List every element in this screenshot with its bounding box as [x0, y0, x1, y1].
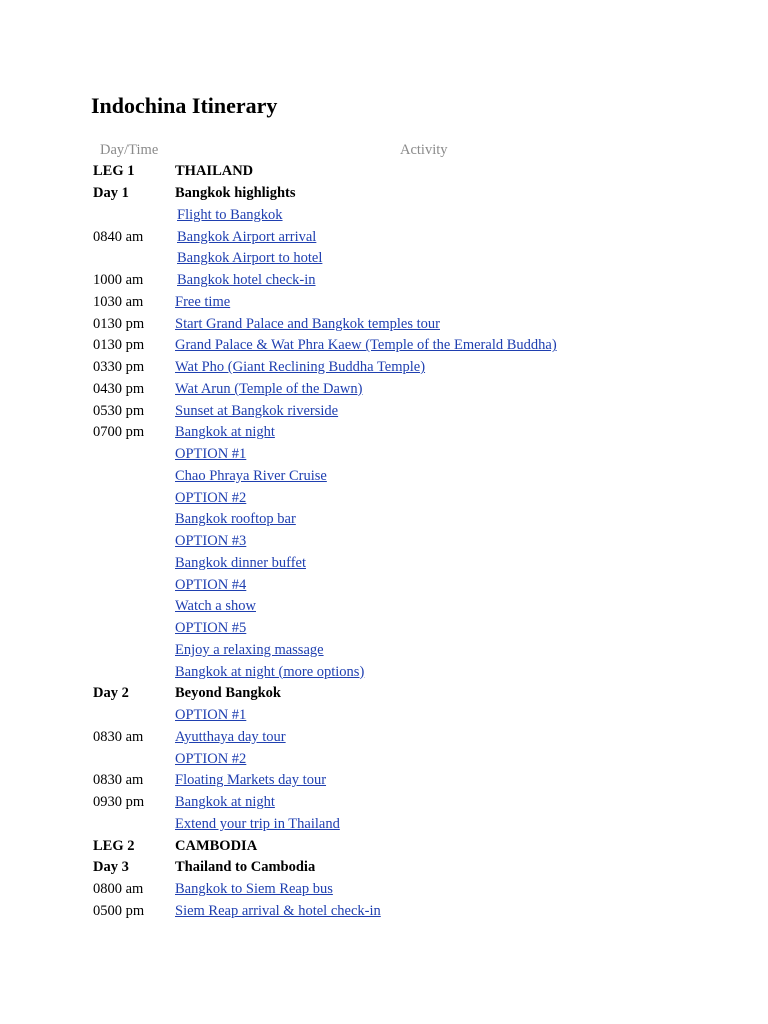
table-row: [93, 553, 613, 575]
activity-link[interactable]: Bangkok at night: [175, 424, 275, 441]
row-time: 0840 am: [93, 228, 144, 245]
activity-link[interactable]: OPTION #5: [175, 620, 247, 637]
table-row: [93, 379, 613, 401]
activity-link[interactable]: Bangkok dinner buffet: [175, 554, 307, 571]
table-row: [93, 792, 613, 814]
activity-link[interactable]: OPTION #4: [175, 576, 247, 593]
activity-heading: Thailand to Cambodia: [175, 859, 316, 876]
table-row: [93, 727, 613, 749]
table-row: [93, 357, 613, 379]
activity-heading: CAMBODIA: [175, 837, 258, 854]
row-time: 0130 pm: [93, 315, 145, 332]
table-row: [93, 313, 613, 335]
row-time: 0700 pm: [93, 424, 145, 441]
activity-link[interactable]: Flight to Bangkok: [177, 206, 283, 223]
page-title: Indochina Itinerary: [91, 93, 278, 118]
activity-link[interactable]: Enjoy a relaxing massage: [175, 641, 324, 658]
row-time: 0830 am: [93, 772, 144, 789]
table-row: [93, 640, 613, 662]
activity-link[interactable]: Wat Pho (Giant Reclining Buddha Temple): [175, 359, 426, 376]
activity-link[interactable]: Chao Phraya River Cruise: [175, 467, 327, 484]
activity-link[interactable]: OPTION #1: [175, 707, 247, 724]
itinerary-table: [93, 139, 613, 922]
table-row: [93, 270, 613, 292]
row-time: Day 2: [93, 685, 129, 702]
row-time: 0930 pm: [93, 794, 145, 811]
table-row: [93, 444, 613, 466]
activity-link[interactable]: Sunset at Bangkok riverside: [175, 402, 339, 419]
activity-link[interactable]: OPTION #3: [175, 533, 247, 550]
activity-link[interactable]: Free time: [175, 293, 231, 310]
table-row: [93, 705, 613, 727]
table-row: [93, 487, 613, 509]
activity-link[interactable]: Bangkok to Siem Reap bus: [175, 881, 333, 898]
row-time: 0130 pm: [93, 337, 145, 354]
table-row: [93, 596, 613, 618]
row-time: 0800 am: [93, 881, 144, 898]
table-row: [93, 466, 613, 488]
activity-heading: Bangkok highlights: [175, 185, 296, 202]
activity-link[interactable]: OPTION #1: [175, 446, 247, 463]
table-row: [93, 531, 613, 553]
row-time: 1030 am: [93, 293, 144, 310]
activity-link[interactable]: Bangkok at night (more options): [175, 663, 365, 680]
row-time: 1000 am: [93, 272, 144, 289]
header-day-time: Day/Time: [100, 141, 159, 158]
table-row: [93, 857, 613, 879]
table-row: [93, 814, 613, 836]
table-row: [93, 422, 613, 444]
activity-link[interactable]: Grand Palace & Wat Phra Kaew (Temple of the Emerald Buddha): [175, 337, 557, 354]
activity-link[interactable]: OPTION #2: [175, 750, 247, 767]
activity-link[interactable]: Bangkok rooftop bar: [175, 511, 296, 528]
activity-link[interactable]: Bangkok Airport arrival: [177, 228, 317, 245]
table-row: [93, 901, 613, 923]
row-time: 0500 pm: [93, 902, 145, 919]
activity-link[interactable]: Bangkok at night: [175, 794, 275, 811]
table-header: [93, 139, 613, 161]
table-row: [93, 509, 613, 531]
row-time: Day 3: [93, 859, 129, 876]
activity-link[interactable]: Watch a show: [175, 598, 256, 615]
row-time: LEG 1: [93, 163, 135, 180]
table-row: [93, 661, 613, 683]
table-row: [93, 335, 613, 357]
table-body: [93, 161, 613, 922]
activity-heading: THAILAND: [175, 163, 254, 180]
table-row: [93, 574, 613, 596]
table-row: [93, 835, 613, 857]
table-row: [93, 400, 613, 422]
row-time: 0430 pm: [93, 380, 145, 397]
row-time: Day 1: [93, 185, 129, 202]
table-row: [93, 879, 613, 901]
table-row: [93, 183, 613, 205]
table-row: [93, 248, 613, 270]
table-row: [93, 292, 613, 314]
row-time: 0530 pm: [93, 402, 145, 419]
table-row: [93, 205, 613, 227]
row-time: 0330 pm: [93, 359, 145, 376]
header-activity: Activity: [400, 141, 448, 158]
activity-link[interactable]: Siem Reap arrival & hotel check-in: [175, 902, 381, 919]
activity-link[interactable]: Bangkok Airport to hotel: [177, 250, 323, 267]
table-row: [93, 161, 613, 183]
activity-link[interactable]: Start Grand Palace and Bangkok temples tour: [175, 315, 440, 332]
row-time: LEG 2: [93, 837, 135, 854]
activity-link[interactable]: Wat Arun (Temple of the Dawn): [175, 380, 363, 397]
row-time: 0830 am: [93, 728, 144, 745]
table-row: [93, 226, 613, 248]
table-row: [93, 770, 613, 792]
table-row: [93, 618, 613, 640]
activity-heading: Beyond Bangkok: [175, 685, 281, 702]
activity-link[interactable]: Extend your trip in Thailand: [175, 815, 340, 832]
activity-link[interactable]: Ayutthaya day tour: [175, 728, 286, 745]
activity-link[interactable]: Floating Markets day tour: [175, 772, 327, 789]
table-row: [93, 748, 613, 770]
table-row: [93, 683, 613, 705]
activity-link[interactable]: Bangkok hotel check-in: [177, 272, 316, 289]
activity-link[interactable]: OPTION #2: [175, 489, 247, 506]
